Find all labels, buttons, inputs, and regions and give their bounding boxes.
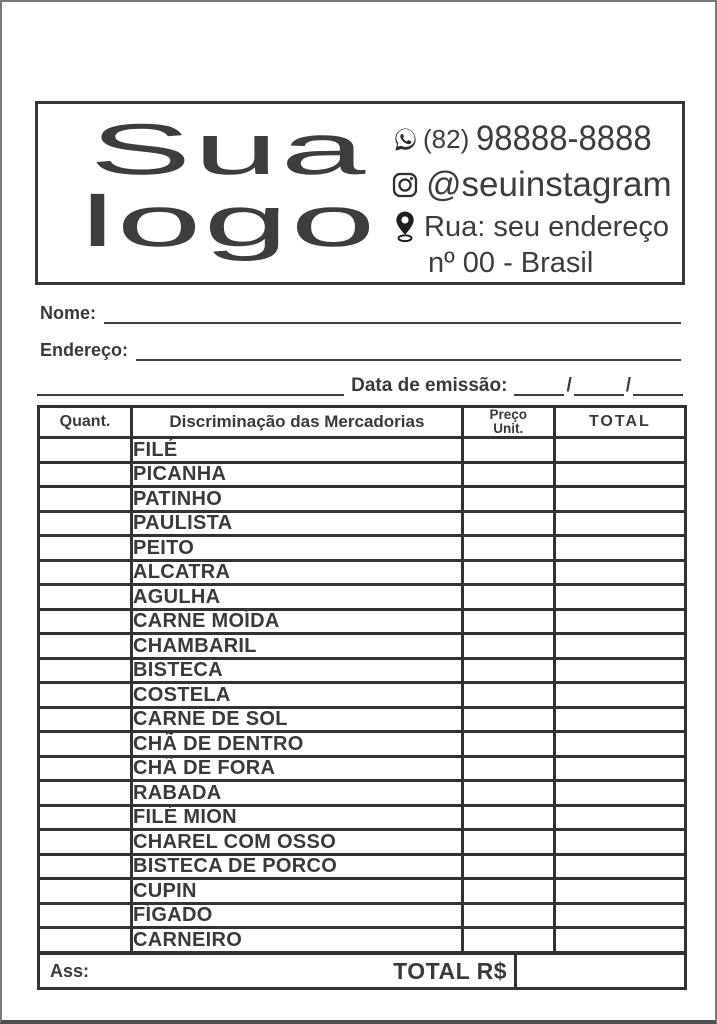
quantity-cell[interactable]: [39, 634, 132, 659]
total-cell[interactable]: [554, 732, 685, 757]
signature-label: Ass:: [50, 960, 90, 981]
quantity-cell[interactable]: [39, 830, 132, 855]
unit-price-cell[interactable]: [462, 756, 554, 781]
unit-price-cell[interactable]: [462, 683, 554, 708]
unit-price-cell[interactable]: [462, 830, 554, 855]
table-row: [39, 560, 686, 585]
address-line-2: [392, 246, 686, 280]
item-name-cell: PAULISTA: [132, 511, 463, 536]
table-row: [39, 585, 686, 610]
whatsapp-icon: [392, 126, 419, 153]
footer-row: [37, 952, 687, 990]
total-cell[interactable]: [554, 609, 685, 634]
quantity-cell[interactable]: [39, 781, 132, 806]
item-name-cell: AGULHA: [132, 585, 463, 610]
location-pin-icon: [392, 210, 418, 244]
unit-price-cell[interactable]: [462, 511, 554, 536]
unit-price-cell[interactable]: [462, 805, 554, 830]
item-name-cell: PATINHO: [132, 487, 463, 512]
item-name-cell: CHÃ DE FORA: [132, 756, 463, 781]
item-name-cell: PEITO: [132, 536, 463, 561]
total-cell[interactable]: [554, 928, 685, 953]
date-month-line[interactable]: [574, 370, 624, 396]
total-cell[interactable]: [554, 683, 685, 708]
quantity-cell[interactable]: [39, 536, 132, 561]
item-name-cell: CARNEIRO: [132, 928, 463, 953]
item-name-cell: CARNE DE SOL: [132, 707, 463, 732]
logo-text: [38, 110, 420, 262]
item-name-cell: PICANHA: [132, 462, 463, 487]
total-cell[interactable]: [554, 511, 685, 536]
total-cell[interactable]: [554, 830, 685, 855]
signature-cell[interactable]: [40, 955, 517, 987]
phone-area-code: (82): [423, 123, 470, 154]
item-name-cell: FILÉ: [132, 438, 463, 463]
instagram-line: [392, 162, 686, 208]
table-row: [39, 487, 686, 512]
item-name-cell: CUPIN: [132, 879, 463, 904]
date-year-line[interactable]: [633, 370, 683, 396]
table-row: [39, 879, 686, 904]
unit-price-cell[interactable]: [462, 462, 554, 487]
table-header-row: [39, 407, 686, 438]
item-name-cell: FÍGADO: [132, 903, 463, 928]
table-row: [39, 756, 686, 781]
total-cell[interactable]: [554, 658, 685, 683]
item-name-cell: COSTELA: [132, 683, 463, 708]
quantity-cell[interactable]: [39, 560, 132, 585]
table-row: [39, 683, 686, 708]
item-name-cell: FILÉ MION: [132, 805, 463, 830]
items-body: [39, 438, 686, 953]
item-name-cell: CHAREL COM OSSO: [132, 830, 463, 855]
total-cell[interactable]: [554, 487, 685, 512]
grand-total-value-cell[interactable]: [517, 955, 684, 987]
unit-price-cell[interactable]: [462, 487, 554, 512]
item-name-cell: CARNE MOÍDA: [132, 609, 463, 634]
contact-block: [392, 116, 686, 280]
unit-price-cell[interactable]: [462, 585, 554, 610]
issue-date-row: [37, 372, 683, 396]
quantity-cell[interactable]: [39, 609, 132, 634]
total-cell[interactable]: [554, 903, 685, 928]
total-column-header: TOTAL: [554, 407, 685, 438]
instagram-handle: @seuinstagram: [426, 165, 672, 204]
total-cell[interactable]: [554, 560, 685, 585]
quantity-cell[interactable]: [39, 511, 132, 536]
unit-price-cell[interactable]: [462, 634, 554, 659]
item-name-cell: ALCATRA: [132, 560, 463, 585]
name-input-line[interactable]: [104, 300, 681, 324]
unit-price-cell[interactable]: [462, 438, 554, 463]
logo-line-1: Sua: [90, 110, 368, 190]
phone-number: 98888-8888: [476, 119, 652, 158]
unit-price-cell[interactable]: [462, 560, 554, 585]
merchandise-table: [37, 405, 687, 954]
total-cell[interactable]: [554, 707, 685, 732]
date-day-line[interactable]: [514, 370, 564, 396]
total-cell[interactable]: [554, 536, 685, 561]
unit-price-cell[interactable]: [462, 854, 554, 879]
quantity-cell[interactable]: [39, 805, 132, 830]
name-label: Nome:: [40, 303, 97, 323]
quantity-cell[interactable]: [39, 683, 132, 708]
item-name-cell: BISTECA: [132, 658, 463, 683]
extra-input-line[interactable]: [37, 370, 344, 396]
unit-price-cell[interactable]: [462, 781, 554, 806]
quantity-cell[interactable]: [39, 879, 132, 904]
logo-header-box: [35, 101, 685, 285]
quantity-cell[interactable]: [39, 585, 132, 610]
quantity-cell[interactable]: [39, 462, 132, 487]
quantity-cell[interactable]: [39, 928, 132, 953]
total-cell[interactable]: [554, 854, 685, 879]
items-column-header: Discriminação das Mercadorias: [132, 407, 463, 438]
item-name-cell: CHÃ DE DENTRO: [132, 732, 463, 757]
item-name-cell: CHAMBARIL: [132, 634, 463, 659]
unit-price-cell[interactable]: [462, 879, 554, 904]
quantity-column-header: Quant.: [39, 407, 132, 438]
table-row: [39, 609, 686, 634]
unit-price-cell[interactable]: [462, 658, 554, 683]
logo-line-2: logo: [80, 182, 378, 262]
street-address: Rua: seu endereço: [424, 210, 670, 243]
total-cell[interactable]: [554, 805, 685, 830]
grand-total-label: TOTAL R$: [393, 957, 507, 984]
item-name-cell: BISTECA DE PORCO: [132, 854, 463, 879]
table-row: [39, 536, 686, 561]
quantity-cell[interactable]: [39, 438, 132, 463]
quantity-cell[interactable]: [39, 854, 132, 879]
name-field-row: [40, 302, 681, 324]
unit-price-cell[interactable]: [462, 732, 554, 757]
table-row: [39, 462, 686, 487]
table-row: [39, 805, 686, 830]
quantity-cell[interactable]: [39, 732, 132, 757]
date-separator: /: [566, 375, 572, 396]
quantity-cell[interactable]: [39, 658, 132, 683]
address-line-1: [392, 208, 686, 246]
table-row: [39, 732, 686, 757]
address-field-row: [40, 339, 681, 361]
unit-price-cell[interactable]: [462, 536, 554, 561]
total-cell[interactable]: [554, 585, 685, 610]
unit-price-cell[interactable]: [462, 707, 554, 732]
address-number-country: nº 00 - Brasil: [428, 246, 594, 279]
table-row: [39, 438, 686, 463]
total-cell[interactable]: [554, 756, 685, 781]
address-input-line[interactable]: [136, 337, 681, 361]
unit-price-cell[interactable]: [462, 928, 554, 953]
table-row: [39, 928, 686, 953]
total-cell[interactable]: [554, 781, 685, 806]
table-row: [39, 658, 686, 683]
instagram-icon: [392, 172, 418, 198]
total-cell[interactable]: [554, 462, 685, 487]
date-separator: /: [625, 375, 631, 396]
quantity-cell[interactable]: [39, 756, 132, 781]
address-label: Endereço:: [40, 340, 129, 360]
item-name-cell: RABADA: [132, 781, 463, 806]
phone-line: [392, 116, 686, 162]
quantity-cell[interactable]: [39, 707, 132, 732]
table-row: [39, 511, 686, 536]
issue-date-label: Data de emissão:: [351, 375, 508, 396]
total-cell[interactable]: [554, 879, 685, 904]
table-row: [39, 903, 686, 928]
quantity-cell[interactable]: [39, 903, 132, 928]
unit-price-cell[interactable]: [462, 903, 554, 928]
table-row: [39, 854, 686, 879]
unit-price-column-header: Preço Unit.: [462, 407, 554, 438]
table-row: [39, 830, 686, 855]
total-cell[interactable]: [554, 634, 685, 659]
unit-price-cell[interactable]: [462, 609, 554, 634]
table-row: [39, 707, 686, 732]
table-row: [39, 781, 686, 806]
total-cell[interactable]: [554, 438, 685, 463]
quantity-cell[interactable]: [39, 487, 132, 512]
table-row: [39, 634, 686, 659]
